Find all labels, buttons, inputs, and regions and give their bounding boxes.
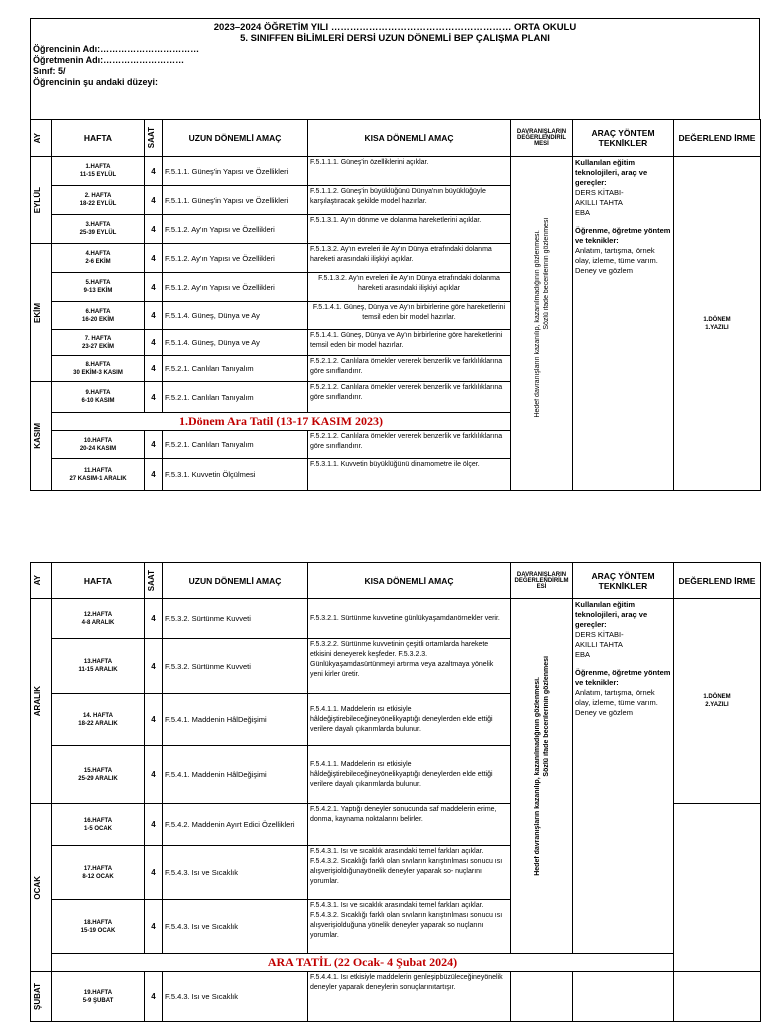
col-hafta: HAFTA [52,120,145,157]
cell-text: 4-8 ARALIK [81,619,115,626]
table-cell [52,459,145,491]
cell-text: 1.HAFTA [85,164,111,170]
cell-text: 25-29 ARALIK [78,775,118,782]
cell-text: 23-27 EKİM [81,343,114,350]
month-ocak [31,804,52,972]
cell-text: 7. HAFTA [84,335,112,342]
month-subat [31,972,52,1022]
table-cell [52,330,145,356]
holiday-banner: ARA TATİL (22 Ocak- 4 Şubat 2024) [52,954,674,972]
cell-text: 30 EKİM-3 KASIM [73,369,123,376]
table-cell [52,273,145,302]
table-cell [52,431,145,459]
cell-text: ARALIK [33,685,42,717]
cell-text: 20-24 KASIM [79,445,117,452]
table-cell: 4 [145,746,163,804]
month-eylul [31,157,52,244]
cell-text [513,217,570,418]
cell-text: 1.DÖNEM [703,694,731,700]
table-cell: 4 [145,356,163,382]
table-cell: 4 [145,157,163,186]
table-cell: 4 [145,804,163,846]
table-cell: 4 [145,431,163,459]
cell-text: KASIM [33,423,42,449]
table-cell: F.5.4.1. Maddenin HâlDeğişimi [163,746,308,804]
evaluation-cell [674,157,761,491]
table-cell [52,382,145,413]
plan-sheet-1 [30,18,760,491]
table-cell: F.5.4.3. Isı ve Sıcaklık [163,900,308,954]
holiday-banner: 1.Dönem Ara Tatil (13-17 KASIM 2023) [52,413,511,431]
table-cell [52,356,145,382]
table-cell: F.5.3.2.2. Sürtünme kuvvetinin çeşitli ortamlarda harekete etkisini deneyerek keşfeder. F.5.3.2.3. Günlükyaşamdasürtünmeyi artırma veya azaltmaya yönelik yeni kirler üretir. [308,639,511,694]
plan-sheet-2 [30,562,760,1022]
cell-text: 11-15 ARALIK [78,667,118,673]
cell-text: 17.HAFTA [83,865,113,872]
table-cell [52,746,145,804]
table-cell: F.5.1.2. Ay'ın Yapısı ve Özellikleri [163,244,308,273]
cell-text: 15-19 OCAK [80,927,116,934]
table-cell: F.5.4.3.1. Isı ve sıcaklık arasındaki temel farkları açıklar. F.5.4.3.2. Sıcaklığı farklı olan sıvıların karıştırılması sonucu ısı alışverişioldığunayönelik deneyler yaparak so- nuçlarını yorumlar. [308,846,511,900]
cell-text: 8.HAFTA [85,361,111,368]
table-cell: F.5.4.3. Isı ve Sıcaklık [163,972,308,1022]
cell-text: 16.HAFTA [83,817,113,824]
cell-text: DERS KİTABI- [575,630,624,639]
cell-text: 10.HAFTA [83,437,113,444]
cell-text: EBA [575,650,591,659]
table-cell: F.5.1.4. Güneş, Dünya ve Ay [163,302,308,330]
class-field: Sınıf: 5/ [33,66,66,76]
cell-text: 11-15 EYLÜL [79,172,117,178]
cell-text: 5.HAFTA [85,280,111,286]
table-cell: 4 [145,244,163,273]
cell-text: Kullanılan eğitim teknolojileri, araç ve gereçler: [575,600,648,629]
table-cell: F.5.4.3.1. Isı ve sıcaklık arasındaki temel farkları açıklar. F.5.4.3.2. Sıcaklığı farklı olan sıvıların karıştırılması sonucu ısı alışverişiolduğuna yönelik deneyler yaparak so nuçlarını yorumlar. [308,900,511,954]
table-cell: 4 [145,972,163,1022]
table-cell [674,972,761,1022]
col-uzun: UZUN DÖNEMLİ AMAÇ [163,563,308,599]
cell-text: Öğrenme, öğretme yöntem ve teknikler: [575,668,671,687]
table-cell [52,694,145,746]
table-header-row [31,563,761,599]
table-cell: F.5.4.2. Maddenin Ayırt Edici Özellikleri [163,804,308,846]
table-cell: F.5.2.1.2. Canlılara örnekler vererek benzerlik ve farklılıklarına göre sınıflandırır. [308,356,511,382]
cell-text: 1.YAZILI [705,324,729,331]
table-cell: F.5.1.1. Güneş'in Yapısı ve Özellikleri [163,157,308,186]
table-cell: F.5.3.1.1. Kuvvetin büyüklüğünü dinamometre ile ölçer. [308,459,511,491]
teacher-name-field: Öğretmenin Adı:……………………… [33,55,185,65]
cell-text: OCAK [33,875,42,900]
assessment-cell [511,599,573,954]
table-cell: 4 [145,900,163,954]
table-cell: F.5.1.4. Güneş, Dünya ve Ay [163,330,308,356]
cell-text: 4.HAFTA [85,251,111,257]
document-header [30,18,760,119]
col-saat: SAAT [145,120,163,157]
table-cell: 4 [145,459,163,491]
col-ay: AY [31,120,52,157]
table-cell: F.5.4.3. Isı ve Sıcaklık [163,846,308,900]
cell-text: 9-13 EKİM [83,288,113,294]
cell-text [513,655,570,876]
table-cell [52,302,145,330]
cell-text: 13.HAFTA [83,659,113,665]
table-cell [52,639,145,694]
table-cell: F.5.1.2. Ay'ın Yapısı ve Özellikleri [163,215,308,244]
table-cell: F.5.1.3.2. Ay'ın evreleri ile Ay'ın Dünya etrafındaki dolanma hareketi arasındaki ilişkiyi açıklar. [308,244,511,273]
table-cell: 4 [145,599,163,639]
table-row [31,599,761,639]
school-title: 2023–2024 ÖĞRETİM YILI ………………………………………………… ORTA OKULU [213,22,577,33]
table-cell: F.5.1.3.1. Ay'ın dönme ve dolanma hareketlerini açıklar. [308,215,511,244]
holiday-row [31,954,761,972]
table-cell: F.5.2.1. Canlıları Tanıyalım [163,382,308,413]
table-cell: F.5.3.2. Sürtünme Kuvveti [163,599,308,639]
table-cell: F.5.2.1.2. Canlılara örnekler vererek benzerlik ve farklılıklarına göre sınıflandırır. [308,382,511,413]
table-cell: F.5.4.2.1. Yaptığı deneyler sonucunda saf maddelerin erime, donma, kaynama noktalarını belirler. [308,804,511,846]
month-aralik [31,599,52,804]
cell-text: AKILLI TAHTA [575,640,623,649]
col-uzun: UZUN DÖNEMLİ AMAÇ [163,120,308,157]
cell-text: AKILLI TAHTA [575,198,623,207]
evaluation-cell [674,599,761,804]
table-cell [573,972,674,1022]
cell-text: 1.DÖNEM [703,316,731,323]
cell-text: Öğrenme, öğretme yöntem ve teknikler: [575,226,671,245]
cell-text: 5-9 ŞUBAT [82,997,114,1004]
table-row [31,972,761,1022]
cell-text: 2. HAFTA [84,193,112,199]
table-cell [52,186,145,215]
table-cell [52,599,145,639]
table-cell: F.5.2.1.2. Canlılara örnekler vererek benzerlik ve farklılıklarına göre sınıflandırır. [308,431,511,459]
table-cell [52,215,145,244]
level-field: Öğrencinin şu andaki düzeyi: [33,77,159,87]
table-cell: F.5.4.1. Maddenin HâlDeğişimi [163,694,308,746]
cell-text: 2.YAZILI [705,702,729,708]
cell-text: 12.HAFTA [83,611,113,618]
plan-title: 5. SINIFFEN BİLİMLERİ DERSİ UZUN DÖNEMLİ BEP ÇALIŞMA PLANI [240,33,550,44]
table-cell: 4 [145,215,163,244]
cell-text: 19.HAFTA [83,989,113,996]
methods-cell [573,157,674,491]
table-cell: F.5.4.4.1. Isı etkisiyle maddelerin genleşipbüzüleceğineyönelik deneyler yaparak deneylerin sonuçlarınıtartışır. [308,972,511,1022]
cell-text: DERS KİTABI- [575,188,624,197]
col-hafta: HAFTA [52,563,145,599]
assessment-text-a: Hedef davranışların kazanılıp, kazanılmadığının gözlenmesi. [533,676,541,876]
assessment-text-a: Hedef davranışların kazanılıp, kazanılmadığının gözlenmesi. [533,229,541,418]
table-cell: F.5.1.3.2. Ay'ın evreleri ile Ay'ın Dünya etrafındaki dolanma hareketi arasındaki ilişkiyi açıklar [308,273,511,302]
assessment-text-b: Sözlü ifade becerilerinin gözlenmesi [542,655,550,777]
table-cell: F.5.3.2.1. Sürtünme kuvvetine günlükyaşamdanörnekler verir. [308,599,511,639]
cell-text: Kullanılan eğitim teknolojileri, araç ve gereçler: [575,158,648,187]
cell-text: 16-20 EKİM [81,316,114,323]
table-cell: 4 [145,846,163,900]
cell-text: 6-10 KASIM [81,398,115,404]
cell-text: 6.HAFTA [85,308,111,315]
col-saat: SAAT [145,563,163,599]
table-cell [52,244,145,273]
col-kisa: KISA DÖNEMLİ AMAÇ [308,563,511,599]
month-kasim [31,382,52,491]
table-cell: F.5.4.1.1. Maddelerin ısı etkisiyle hâldeğiştirebileceğineyönelikyaptığı deneylerden elde ettiği verilere dayalı çıkarımlarda bulunur. [308,746,511,804]
col-arac: ARAÇ YÖNTEM TEKNİKLER [573,563,674,599]
methods-cell [573,599,674,954]
table-cell [511,972,573,1022]
cell-text: EKİM [33,302,42,323]
cell-text: 18.HAFTA [83,919,113,926]
assessment-cell [511,157,573,491]
cell-text: 9.HAFTA [85,390,111,396]
cell-text: 25-39 EYLÜL [79,230,117,236]
table-cell [674,804,761,972]
cell-text [575,660,671,668]
table-cell: 4 [145,639,163,694]
col-deg: DEĞERLEND İRME [674,563,761,599]
col-arac: ARAÇ YÖNTEM TEKNİKLER [573,120,674,157]
table-cell: 4 [145,273,163,302]
cell-text: 18-22 EYLÜL [79,201,117,207]
table-cell: 4 [145,186,163,215]
table-row [31,157,761,186]
table-cell: F.5.1.1.2. Güneş'in büyüklüğünü Dünya'nın büyüklüğüyle karşılaştıracak şekilde model hazırlar. [308,186,511,215]
table-cell: F.5.1.1.1. Güneş'in özelliklerini açıklar. [308,157,511,186]
col-ay: AY [31,563,52,599]
table-cell: 4 [145,330,163,356]
plan-table-1 [30,119,761,491]
cell-text: 18-22 ARALIK [78,720,118,727]
cell-text: Anlatım, tartışma, örnek olay, izleme, tüme varım. Deney ve gözlem [575,688,658,717]
col-davr: DAVRANIŞLARIN DEĞERLENDİRİL MESİ [511,120,573,157]
cell-text: 11.HAFTA [84,467,112,474]
table-cell: F.5.1.4.1. Güneş, Dünya ve Ay'ın birbirlerine göre hareketlerini temsil eden bir model hazırlar. [308,302,511,330]
cell-text: 14. HAFTA [83,712,113,719]
assessment-text-b: Sözlü ifade becerilerinin gözlenmesi [542,217,550,330]
cell-text: Anlatım, tartışma, örnek olay, izleme, tüme varım. Deney ve gözlem [575,246,658,275]
cell-text: 8-12 OCAK [82,873,114,880]
table-cell: F.5.3.2. Sürtünme Kuvveti [163,639,308,694]
table-cell: F.5.1.2. Ay'ın Yapısı ve Özellikleri [163,273,308,302]
cell-text: ŞUBAT [33,983,42,1010]
month-ekim [31,244,52,382]
table-header-row [31,120,761,157]
col-davr: DAVRANIŞLARIN DEĞERLENDİRİLM ESİ [511,563,573,599]
table-cell: F.5.2.1. Canlıları Tanıyalım [163,356,308,382]
table-cell: F.5.4.1.1. Maddelerin ısı etkisiyle hâldeğiştirebileceğineyönelikyaptığı deneylerden elde ettiği verilere dayalı çıkarımlarda bulunur. [308,694,511,746]
student-name-field: Öğrencinin Adı:…………………………… [33,44,200,54]
table-cell [52,846,145,900]
table-cell [52,972,145,1022]
table-cell [52,157,145,186]
cell-text: 3.HAFTA [85,222,111,228]
col-deg: DEĞERLEND İRME [674,120,761,157]
table-cell: F.5.3.1. Kuvvetin Ölçülmesi [163,459,308,491]
cell-text: 27 KASIM-1 ARALIK [69,475,127,482]
table-cell: F.5.2.1. Canlıları Tanıyalım [163,431,308,459]
table-cell: F.5.1.1. Güneş'in Yapısı ve Özellikleri [163,186,308,215]
table-cell [52,804,145,846]
table-cell [52,900,145,954]
cell-text [575,218,671,226]
plan-table-2 [30,562,761,1022]
table-cell: 4 [145,694,163,746]
cell-text: 2-6 EKİM [85,259,111,265]
cell-text: EYLÜL [33,186,42,214]
table-cell: 4 [145,382,163,413]
table-cell: 4 [145,302,163,330]
table-cell: F.5.1.4.1. Güneş, Dünya ve Ay'ın birbirlerine göre hareketlerini temsil eden bir model hazırlar. [308,330,511,356]
cell-text: 1-5 OCAK [83,825,112,832]
cell-text: 15.HAFTA [83,767,113,774]
col-kisa: KISA DÖNEMLİ AMAÇ [308,120,511,157]
cell-text: EBA [575,208,591,217]
